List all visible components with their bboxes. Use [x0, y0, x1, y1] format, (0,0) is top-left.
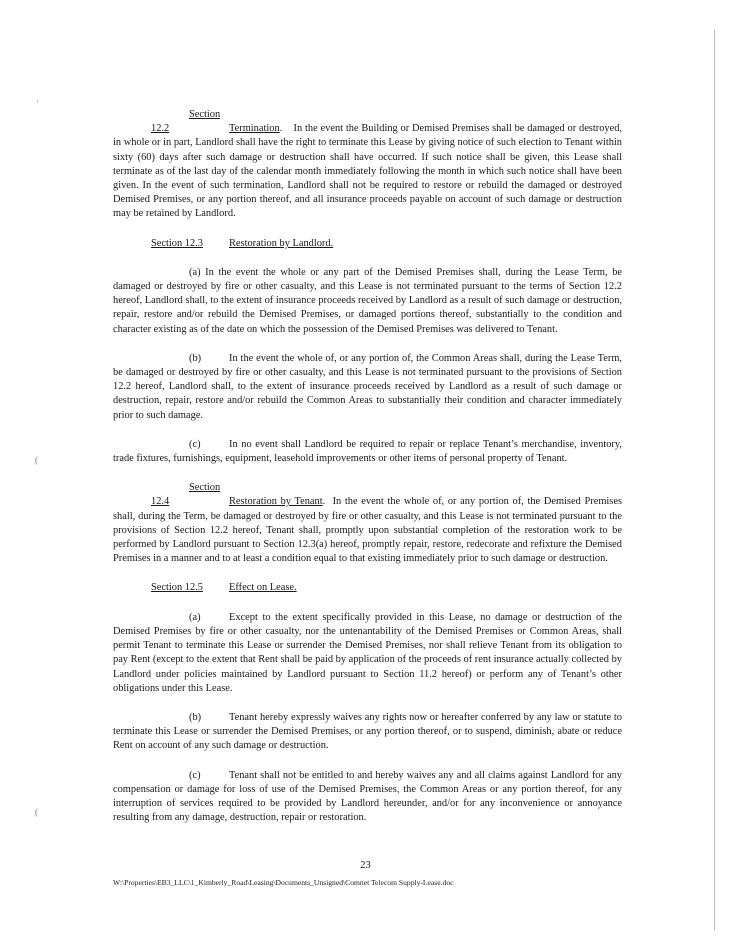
section-12-4: Section 12.4 Restoration by Tenant. In the event the whole of, or any portion of, the Demised Premises shall, during the Term, be damaged or destroyed by fire or other casualty, and this Lease is not terminated pursuant to the provisions of Section 12.2 hereof, Tenant shall, promptly upon substantial completion of the restoration work to be performed by Landlord pursuant to Section 12.3(a) hereof, promptly repair, restore, redecorate and refixture the Demised Premises in a manner and to at least a condition equal to that existing immediately prior to such damage or destruction. — [113, 482, 622, 565]
section-title: Effect on Lease — [229, 582, 295, 594]
section-12-5-b — [113, 711, 622, 754]
paragraph-text: Tenant hereby expressly waives any rights now or hereafter conferred by any law or statute to terminate this Lease or surrender the Demised Premises, or any portion thereof, or to suspend, diminish, abate or reduce Rent on account of any such damage or destruction. — [113, 711, 622, 752]
paragraph-text: Except to the extent specifically provided in this Lease, no damage or destruction of the Demised Premises by fire or other casualty, nor the untenantability of the Demised Premises or Common Areas, shall permit Tenant to terminate this Lease or surrender the Demised Premises, nor shall relieve Tenant from its obligation to pay Rent (except to the extent that Rent shall be paid by application of the proceeds of rent insurance actually collected by Landlord under policies maintained by Landlord pursuant to Section 11.2 hereof) or perform any of Tenant’s other obligations under this Lease. — [113, 611, 622, 694]
paragraph-label: (a) — [189, 611, 201, 623]
document-body — [113, 108, 622, 840]
section-number: Section 12.5 — [151, 582, 203, 594]
section-text: In the event the Building or Demised Premises shall be damaged or destroyed, in whole or in part, Landlord shall have the right to terminate this Lease by giving notice of such election to Tenant within sixty (60) days after such damage or destruction shall have occurred. If such notice shall be given, this Lease shall terminate as of the last day of the calendar month immediately following the month in which such notice shall have been given. In the event of such termination, Landlord shall not be required to restore or rebuild the damaged or destroyed Demised Premises, or any portion thereof, and all insurance proceeds payable on account of such damage or destruction may be retained by Landlord. — [113, 123, 622, 220]
paragraph-text: In the event the whole of, or any portion of, the Common Areas shall, during the Lease Term, be damaged or destroyed by fire or other casualty, and this Lease is not terminated pursuant to the provisions of Section 12.2 hereof, Landlord shall, to the extent of insurance proceeds received by Landlord as a result of such damage or destruction, repair, restore and/or rebuild the Common Areas to substantially their condition and character immediately prior to such damage. — [113, 352, 622, 421]
paragraph-label: (b) — [189, 711, 202, 723]
section-12-3-b — [113, 352, 622, 423]
section-title: Restoration by Landlord — [229, 237, 331, 249]
page-number: 23 — [360, 860, 371, 871]
margin-mark: ( — [35, 455, 38, 465]
section-title: Termination — [229, 123, 280, 135]
page-edge-rule — [714, 30, 715, 930]
section-number: Section 12.2 — [151, 109, 221, 135]
section-12-2: Section 12.2 Termination. In the event the Building or Demised Premises shall be damaged or destroyed, in whole or in part, Landlord shall have the right to terminate this Lease by giving notice of such election to Tenant within sixty (60) days after such damage or destruction shall have occurred. If such notice shall be given, this Lease shall terminate as of the last day of the calendar month immediately following the month in which such notice shall have been given. In the event of such termination, Landlord shall not be required to restore or rebuild the damaged or destroyed Demised Premises, or any portion thereof, and all insurance proceeds payable on account of such damage or destruction may be retained by Landlord. — [113, 109, 622, 220]
margin-mark: ' — [37, 99, 39, 109]
paragraph-text: Tenant shall not be entitled to and hereby waives any and all claims against Landlord for any compensation or damage for loss of use of the Demised Premises, the Common Areas or any portion thereof, for any interruption of services required to be provided by Landlord hereunder, and/or for any inconvenience or annoyance resulting from any damage, destruction, repair or restoration. — [113, 769, 622, 824]
paragraph-label: (b) — [189, 352, 202, 364]
section-12-5-a — [113, 611, 622, 696]
section-12-3-a — [113, 266, 622, 337]
paragraph-text: In no event shall Landlord be required to repair or replace Tenant’s merchandise, inventory, trade fixtures, furnishings, equipment, leasehold improvements or other items of personal property of Tenant. — [113, 438, 622, 465]
footer-file-path: W:\Properties\EB3_LLC\1_Kimberly_Road\Leasing\Documents_Unsigned\Comnet Telecom Supply-Lease.doc — [113, 878, 454, 887]
section-number: Section 12.4 — [151, 482, 221, 508]
section-text: In the event the whole of, or any portion of, the Demised Premises shall, during the Term, be damaged or destroyed by fire or other casualty, and this Lease is not terminated pursuant to the provisions of Section 12.2 hereof, Tenant shall, promptly upon substantial completion of the restoration work to be performed by Landlord pursuant to Section 12.3(a) hereof, promptly repair, restore, redecorate and refixture the Demised Premises in a manner and to at least a condition equal to that existing immediately prior to such damage or destruction. — [113, 496, 622, 565]
section-12-3-c — [113, 438, 622, 466]
paragraph-label: (c) — [189, 438, 201, 450]
paragraph-text: (a) In the event the whole or any part of the Demised Premises shall, during the Lease Term, be damaged or destroyed by fire or other casualty, and this Lease is not terminated pursuant to the terms of Section 12.2 hereof, Landlord shall, to the extent of insurance proceeds received by Landlord as a result of such damage or destruction, repair, restore and/or rebuild the Demised Premises, or damaged portions thereof, substantially to the condition and character existing as of the date on which the possession of the Demised Premises was delivered to Tenant. — [113, 266, 622, 335]
paragraph-label: (c) — [189, 769, 201, 781]
section-12-3-heading: Section 12.3 Restoration by Landlord. — [151, 237, 622, 251]
section-12-5-heading: Section 12.5 Effect on Lease. — [151, 581, 622, 595]
section-12-5-c — [113, 769, 622, 826]
section-number: Section 12.3 — [151, 237, 203, 249]
section-title: Restoration by Tenant — [229, 496, 323, 508]
margin-mark: ( — [35, 807, 38, 817]
